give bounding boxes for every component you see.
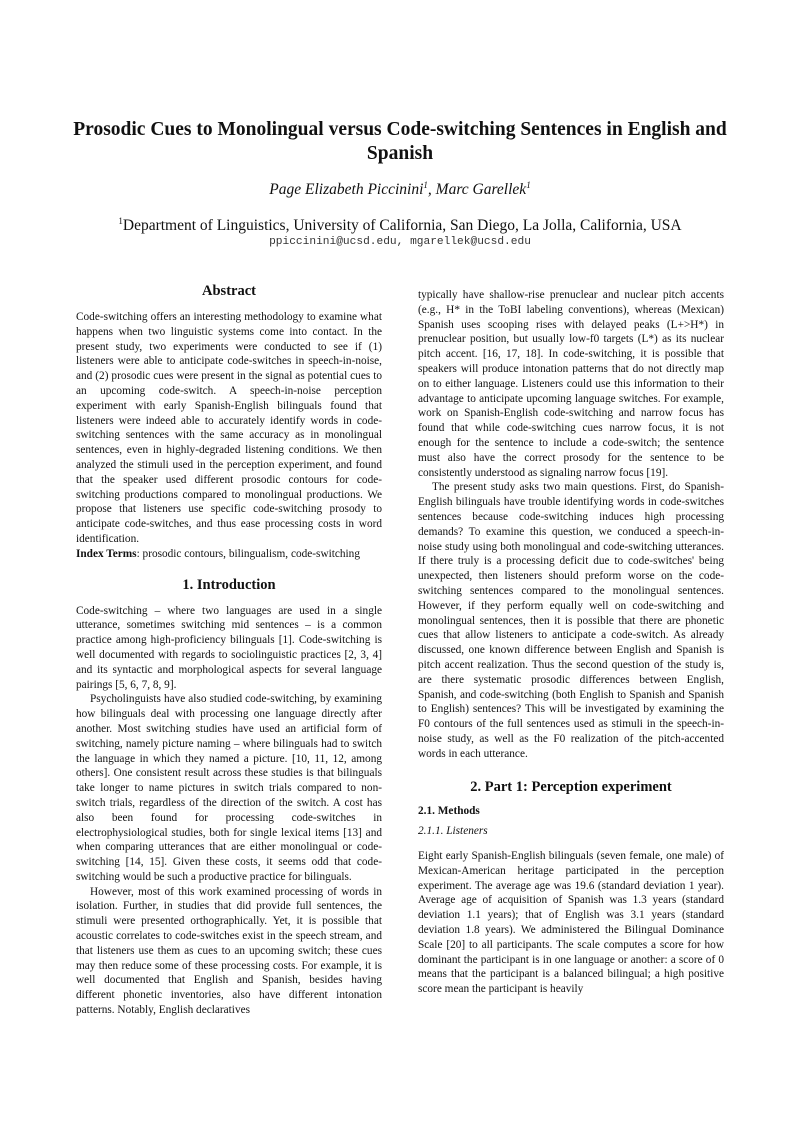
affiliation-text: Department of Linguistics, University of California, San Diego, La Jolla, California, USA	[122, 217, 682, 235]
author-name: Marc Garellek	[435, 181, 527, 199]
author-name: Page Elizabeth Piccinini	[269, 181, 424, 199]
author-list	[60, 180, 740, 199]
right-column	[418, 288, 724, 997]
intro-paragraph: Code-switching – where two languages are used in a single utterance, sometimes switching mid sentences – is a common practice among high-proficiency bilinguals [1]. Code-switching is well documented with regards to sociolinguistic practices [2, 3, 4] and its syntactic and morphological aspects for several language pairings [5, 6, 7, 8, 9].	[76, 604, 382, 691]
author-affiliation-mark: 1	[526, 180, 531, 190]
methods-heading: 2.1. Methods	[418, 804, 480, 817]
intro-paragraph-continued: typically have shallow-rise prenuclear and nuclear pitch accents (e.g., H* in the ToBI labeling conventions), whereas (Mexican) Spanish uses scooping rises with delayed peaks (L+>H*) in prenuclear position, but usually low-f0 targets (L*) as its nuclear pitch accent. [16, 17, 18]. In code-switching, it is possible that speakers will produce intonation patterns that do not directly map on to either language. Listeners could use this information to their advantage to anticipate upcoming language switches. For example, work on Spanish-English code-switching and narrow focus has found that while code-switching cues narrow focus, it is not enough for the sentence to include a code-switch; the sentence must also have the correct prosody for the sentence to be consistently understood as signaling narrow focus [19].	[418, 289, 724, 479]
index-terms	[76, 547, 382, 562]
index-terms-label: Index Terms	[76, 547, 137, 560]
left-column	[76, 282, 382, 1018]
affiliation	[40, 216, 760, 235]
author-emails: ppiccinini@ucsd.edu, mgarellek@ucsd.edu	[269, 236, 531, 248]
listeners-heading: 2.1.1. Listeners	[418, 825, 488, 838]
listeners-paragraph: Eight early Spanish-English bilinguals (seven female, one male) of Mexican-American heritage participated in the perception experiment. The average age was 19.6 (standard deviation 1 year). Average age of acquisition of Spanish was 1.3 years (standard deviation 1.1 years); that of English was 3.1 years (standard deviation 1.8 years). We administered the Bilingual Dominance Scale [20] to all participants. The scale computes a score for how dominant the participant is in one language or another: a score of 0 means that the participant is a balanced bilingual; a high positive score mean the participant is heavily	[418, 850, 724, 996]
author-separator: ,	[427, 181, 436, 199]
intro-paragraph: Psycholinguists have also studied code-switching, by examining how bilinguals deal with processing one language directly after another. Most switching studies have used an artificial form of switching, namely picture naming – where bilinguals had to switch the language in which they named a picture. [10, 11, 12, among others]. One consistent result across these studies is that bilinguals take longer to name pictures in switch trials compared to non-switch trials, regardless of the direction of the switch. A cost has also been found for processing code-switches in electrophysiological studies, both for single lexical items [13] and when comparing utterances that are either monolingual or code-switching [14, 15]. Given these costs, it seems odd that code-switching would be such a productive practice for bilinguals.	[76, 693, 382, 883]
intro-paragraph: However, most of this work examined processing of words in isolation. Further, in studies that did provide full sentences, the stimuli were presented orthographically. Yet, it is possible that acoustic correlates to code-switches exist in the speech stream, and that listeners use them as cues to an upcoming switch; these cues may then reduce some of these processing costs. For example, it is well documented that English and Spanish, besides having different phonetic inventories, also have different intonation patterns. Notably, English declaratives	[76, 885, 382, 1017]
author-affiliation-mark: 1	[423, 180, 428, 190]
abstract-text: Code-switching offers an interesting methodology to examine what happens when two linguistic systems come into contact. In the present study, two experiments were conducted to see if (1) listeners were able to anticipate code-switches in speech-in-noise, and (2) prosodic cues were present in the signal as potential cues to an upcoming code-switch. A speech-in-noise perception experiment with early Spanish-English bilinguals found that listeners were indeed able to accurately identify words in code-switching sentences with the same accuracy as in monolingual sentences, even in highly-degraded listening conditions. We then analyzed the stimuli used in the perception experiment, and found that the speaker used different prosodic contours for code-switching productions compared to monolingual productions. We propose that listeners use specific code-switching prosody to anticipate code-switches, and thus ease processing costs in word identification.	[76, 311, 382, 545]
intro-paragraph: The present study asks two main questions. First, do Spanish-English bilinguals have trouble identifying words in code-switches sentences because code-switching induces high processing demands? To examine this question, we conduced a speech-in-noise study using both monolingual and code-switching utterances. If there truly is a processing deficit due to code-switches' being unexpected, then listeners should preform worse on the code-switching sentences compared to the monolingual sentences. However, if they perform equally well on code-switching and monolingual sentences, then it is possible that there are phonetic cues that allow listeners to anticipate a code-switch. As already discussed, one known difference between English and Spanish is pitch accent realization. Thus the second question of the study is, are there systematic prosodic differences between English, Spanish, and code-switching (both English to Spanish and Spanish to English) sentences? This will be investigated by examining the F0 contours of the full sentences used as stimuli in the speech-in-noise study, as well as the F0 realization of the pitch-accented words in each utterance.	[418, 481, 724, 760]
affiliation-mark: 1	[118, 216, 123, 226]
paper-title: Prosodic Cues to Monolingual versus Code-switching Sentences in English and Spanish	[73, 119, 727, 164]
index-terms-text: : prosodic contours, bilingualism, code-switching	[136, 547, 360, 560]
part1-heading: 2. Part 1: Perception experiment	[470, 778, 672, 795]
introduction-heading: 1. Introduction	[182, 576, 276, 593]
abstract-heading: Abstract	[202, 283, 256, 299]
